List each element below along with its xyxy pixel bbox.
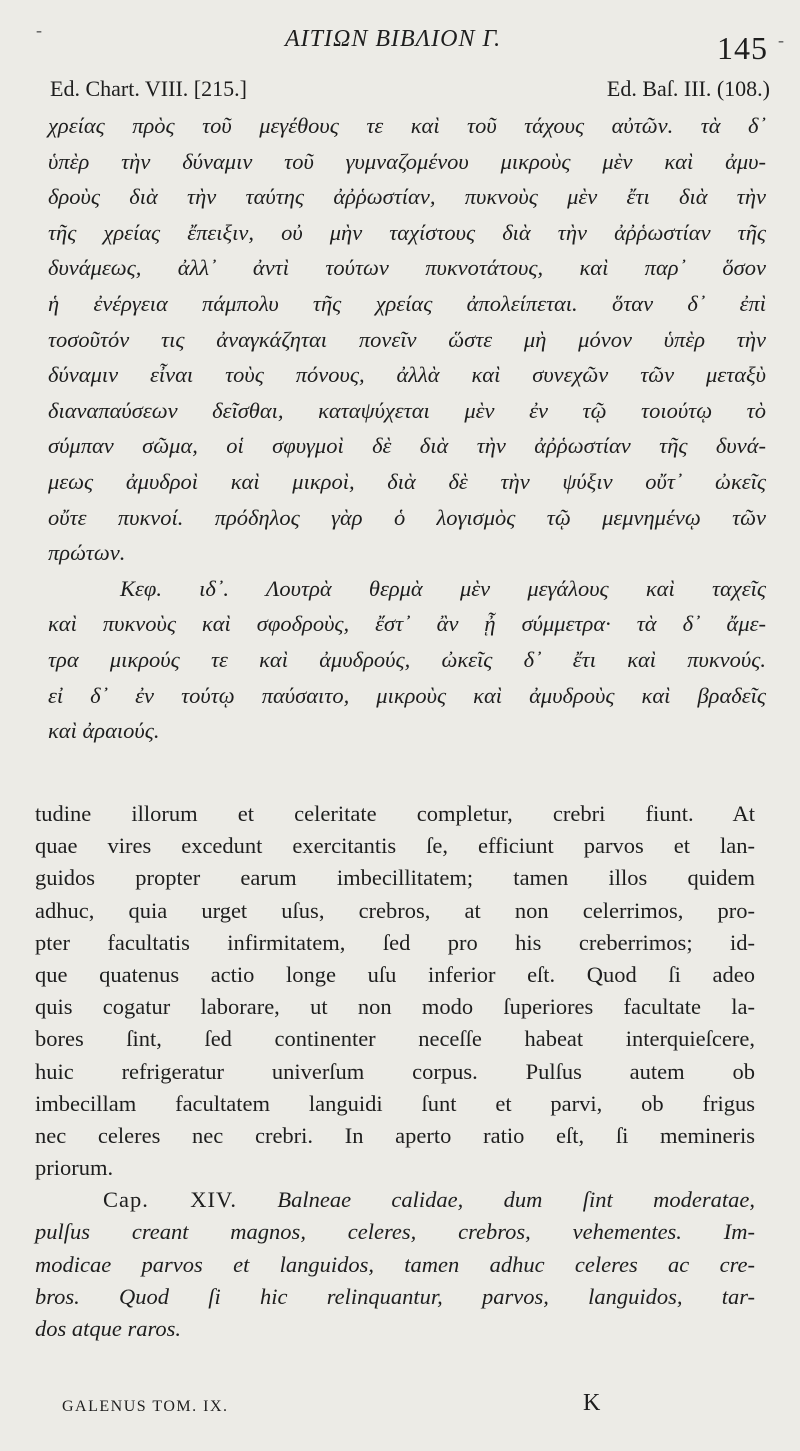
greek-line: ἡ ἐνέργεια πάμπολυ τῆς χρείας ἀπολείπεται. ὅταν δ᾽ ἐπὶ	[48, 290, 766, 316]
greek-line: οὔτε πυκνοί. πρόδηλος γὰρ ὁ λογισμὸς τῷ μεμνημένῳ τῶν	[48, 504, 766, 530]
greek-line: χρείας πρὸς τοῦ μεγέθους τε καὶ τοῦ τάχους αὐτῶν. τὰ δ᾽	[48, 113, 766, 138]
greek-text-column	[48, 108, 766, 749]
latin-line: nec celeres nec crebri. In aperto ratio eſt, ſi memineris	[35, 1122, 755, 1148]
latin-chapter-heading-line	[35, 1184, 755, 1216]
greek-line: διαναπαύσεων δεῖσθαι, καταψύχεται μὲν ἐν τῷ τοιούτῳ τὸ	[48, 397, 766, 423]
greek-line: ὑπὲρ τὴν δύναμιν τοῦ γυμναζομένου μικροὺς μὲν καὶ ἀμυ-	[48, 148, 766, 174]
latin-line: huic refrigeratur univerſum corpus. Pulſus autem ob	[35, 1058, 755, 1084]
latin-line: adhuc, quia urget uſus, crebros, at non celerrimos, pro-	[35, 897, 755, 923]
latin-line: quae vires excedunt exercitantis ſe, efficiunt parvos et lan-	[35, 833, 755, 859]
greek-line: δυνάμεως, ἀλλ᾽ ἀντὶ τούτων πυκνοτάτους, καὶ παρ᾽ ὅσον	[48, 255, 766, 281]
greek-line: σύμπαν σῶμα, οἱ σφυγμοὶ δὲ διὰ τὴν ἀῤῥωστίαν τῆς δυνά-	[48, 433, 766, 459]
latin-line: tudine illorum et celeritate completur, crebri fiunt. At	[35, 801, 755, 826]
greek-line: μεως ἀμυδροὶ καὶ μικροὶ, διὰ δὲ τὴν ψύξιν οὔτ᾽ ὠκεῖς	[48, 468, 766, 494]
latin-line: bros. Quod ſi hic relinquantur, parvos, languidos, tar-	[35, 1283, 755, 1309]
latin-line: modicae parvos et languidos, tamen adhuc celeres ac cre-	[35, 1251, 755, 1277]
margin-dash-left: -	[36, 20, 42, 40]
greek-chapter-heading-line: Κεφ. ιδ᾽. Λουτρὰ θερμὰ μὲν μεγάλους καὶ ταχεῖς	[120, 575, 766, 601]
edition-reference-basel: Ed. Baſ. III. (108.)	[606, 76, 770, 101]
greek-line: καὶ πυκνοὺς καὶ σφοδροὺς, ἔστ᾽ ἂν ᾖ σύμμετρα· τὰ δ᾽ ἄμε-	[48, 611, 766, 637]
greek-line: τρα μικρούς τε καὶ ἀμυδρούς, ὠκεῖς δ᾽ ἔτι καὶ πυκνούς.	[48, 646, 766, 672]
greek-line: τῆς χρείας ἔπειξιν, οὐ μὴν ταχίστους διὰ τὴν ἀῤῥωστίαν τῆς	[48, 219, 766, 245]
greek-line: τοσοῦτόν τις ἀναγκάζηται πονεῖν ὥστε μὴ μόνον ὑπὲρ τὴν	[48, 326, 766, 352]
latin-line: imbecillam facultatem languidi ſunt et parvi, ob frigus	[35, 1090, 755, 1116]
latin-line: quis cogatur laborare, ut non modo ſuperiores facultate la-	[35, 994, 755, 1020]
chapter-first-line-text: Balneae calidae, dum ſint moderatae,	[277, 1187, 755, 1213]
latin-line: guidos propter earum imbecillitatem; tamen illos quidem	[35, 865, 755, 891]
footer-signature: GALENUS TOM. IX.	[62, 1398, 229, 1415]
latin-line: pter facultatis infirmitatem, ſed pro his creberrimos; id-	[35, 929, 755, 955]
greek-line: δροὺς διὰ τὴν ταύτης ἀῤῥωστίαν, πυκνοὺς μὲν ἔτι διὰ τὴν	[48, 184, 766, 210]
latin-line: bores ſint, ſed continenter neceſſe habeat interquieſcere,	[35, 1026, 755, 1052]
greek-line: δύναμιν εἶναι τοὺς πόνους, ἀλλὰ καὶ συνεχῶν τῶν μεταξὺ	[48, 362, 766, 388]
page-number: 145	[717, 30, 768, 66]
signature-mark: K	[583, 1390, 601, 1416]
greek-line: καὶ ἀραιούς.	[48, 718, 160, 744]
latin-line: dos atque raros.	[35, 1316, 182, 1341]
greek-line: πρώτων.	[48, 540, 126, 566]
latin-line: priorum.	[35, 1155, 114, 1181]
greek-line: εἰ δ᾽ ἐν τούτῳ παύσαιτο, μικροὺς καὶ ἀμυδροὺς καὶ βραδεῖς	[48, 682, 766, 708]
chapter-label: Cap. XIV.	[103, 1187, 237, 1213]
latin-text-column	[35, 798, 755, 1345]
latin-line: pulſus creant magnos, celeres, crebros, vehementes. Im-	[35, 1219, 755, 1245]
running-title: ΑΙΤΙΩΝ ΒΙΒΛΙΟΝ Γ.	[285, 26, 502, 52]
margin-dash-right: -	[778, 30, 784, 50]
latin-line: que quatenus actio longe uſu inferior eſt. Quod ſi adeo	[35, 961, 755, 987]
edition-reference-chartier: Ed. Chart. VIII. [215.]	[50, 76, 247, 101]
